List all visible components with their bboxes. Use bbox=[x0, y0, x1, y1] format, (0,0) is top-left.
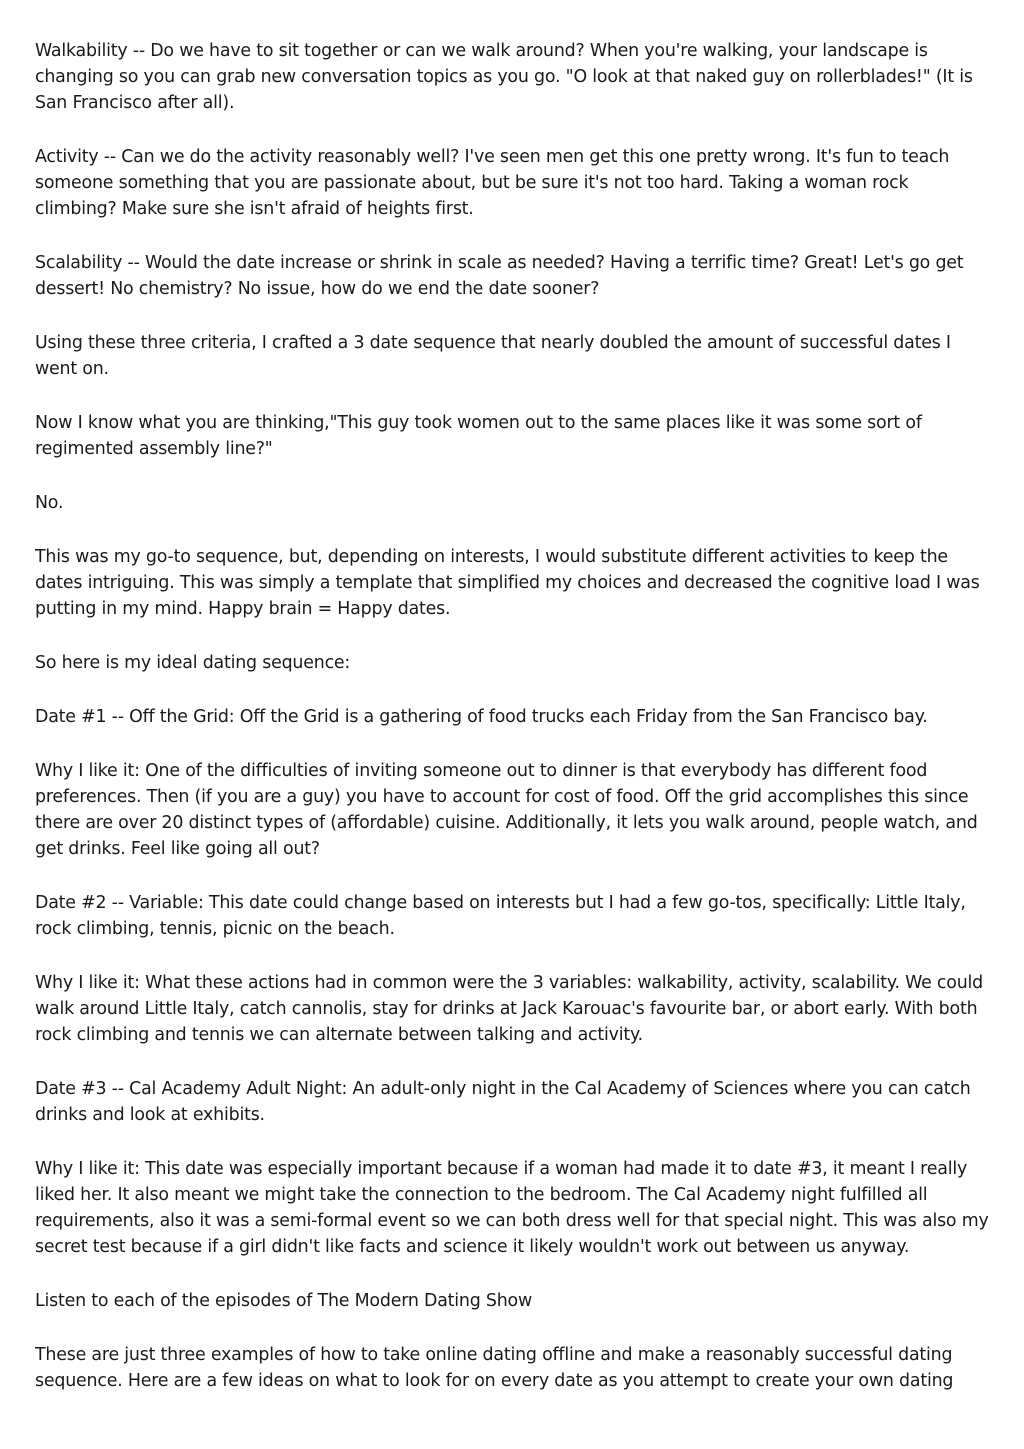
paragraph-go-to-sequence: This was my go-to sequence, but, depending on interests, I would substitute different activities to keep the dates intriguing. This was simply a template that simplified my choices and decreased the cognitive load I was putting in my mind. Happy brain = Happy dates. bbox=[35, 547, 980, 619]
paragraph-no: No. bbox=[35, 493, 64, 513]
paragraph-examples: These are just three examples of how to take online dating offline and make a reasonably successful dating sequence. Here are a few ideas on what to look for on every date as you attempt to create your own dating bbox=[35, 1345, 954, 1391]
paragraph-date-1-why: Why I like it: One of the difficulties of inviting someone out to dinner is that everybody has different food preferences. Then (if you are a guy) you have to account for cost of food. Off the grid accomplishes this since there are over 20 distinct types of (affordable) cuisine. Additionally, it lets you walk around, people watch, and get drinks. Feel like going all out? bbox=[35, 761, 978, 859]
paragraph-criteria: Using these three criteria, I crafted a 3 date sequence that nearly doubled the amount of successful dates I went on. bbox=[35, 333, 951, 379]
paragraph-scalability: Scalability -- Would the date increase or shrink in scale as needed? Having a terrific time? Great! Let's go get dessert! No chemistry? No issue, how do we end the date sooner? bbox=[35, 253, 964, 299]
paragraph-date-3: Date #3 -- Cal Academy Adult Night: An adult-only night in the Cal Academy of Sciences where you can catch drinks and look at exhibits. bbox=[35, 1079, 971, 1125]
paragraph-listen-episodes: Listen to each of the episodes of The Modern Dating Show bbox=[35, 1291, 533, 1311]
paragraph-activity: Activity -- Can we do the activity reasonably well? I've seen men get this one pretty wrong. It's fun to teach someone something that you are passionate about, but be sure it's not too hard. Taking a woman rock climbing? Make sure she isn't afraid of heights first. bbox=[35, 147, 950, 219]
paragraph-date-2-why: Why I like it: What these actions had in common were the 3 variables: walkability, activity, scalability. We could walk around Little Italy, catch cannolis, stay for drinks at Jack Karouac's favourite bar, or abort early. With both rock climbing and tennis we can alternate between talking and activity. bbox=[35, 973, 983, 1045]
paragraph-date-3-why: Why I like it: This date was especially important because if a woman had made it to date #3, it meant I really liked her. It also meant we might take the connection to the bedroom. The Cal Academy night fulfilled all requirements, also it was a semi-formal event so we can both dress well for that special night. This was also my secret test because if a girl didn't like facts and science it likely wouldn't work out between us anyway. bbox=[35, 1159, 989, 1257]
paragraph-ideal-sequence: So here is my ideal dating sequence: bbox=[35, 653, 351, 673]
paragraph-date-1: Date #1 -- Off the Grid: Off the Grid is a gathering of food trucks each Friday from the San Francisco bay. bbox=[35, 707, 928, 727]
paragraph-date-2: Date #2 -- Variable: This date could change based on interests but I had a few go-tos, specifically: Little Italy, rock climbing, tennis, picnic on the beach. bbox=[35, 893, 966, 939]
document-body bbox=[35, 38, 991, 1422]
paragraph-walkability: Walkability -- Do we have to sit together or can we walk around? When you're walking, your landscape is changing so you can grab new conversation topics as you go. "O look at that naked guy on rollerblades!" (It is San Francisco after all). bbox=[35, 41, 973, 113]
paragraph-thinking: Now I know what you are thinking,"This guy took women out to the same places like it was some sort of regimented assembly line?" bbox=[35, 413, 922, 459]
